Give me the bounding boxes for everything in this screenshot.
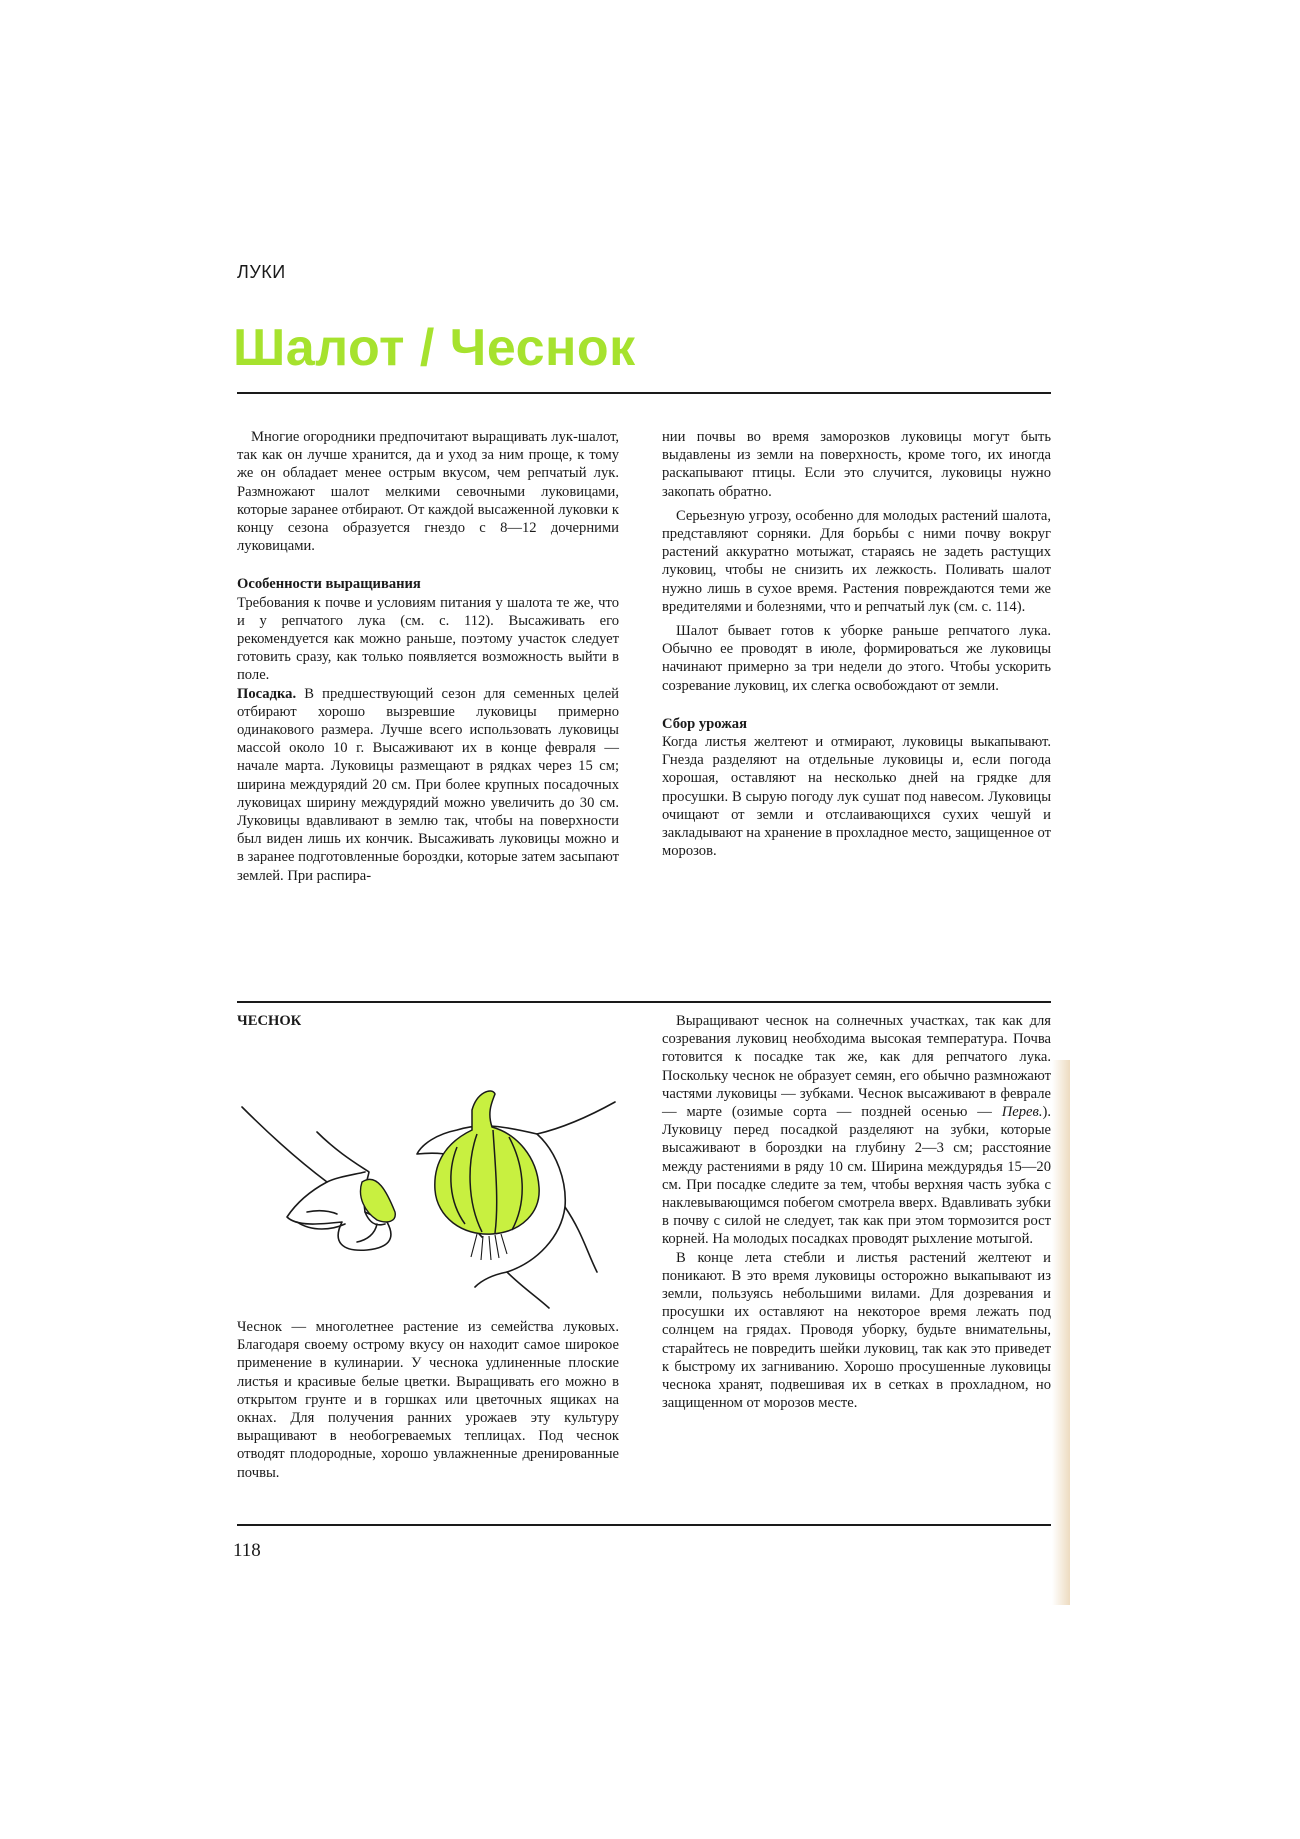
growing-heading: Особенности выращивания bbox=[237, 576, 421, 593]
harvest-paragraph: Когда листья желтеют и отмирают, луковицы выкапывают. Гнезда разделяют на отдельные луковицы и, если погода хорошая, оставляют на несколько дней на грядке для просушки. В сырую погоду лук сушат под навесом. Луковицы очищают от земли и отслаивающихся сухих чешуй и закладывают на хранение в прохладное место, защищенное от морозов. bbox=[662, 734, 1051, 860]
planting-lead: Посадка. bbox=[237, 685, 297, 702]
page-number: 118 bbox=[233, 1540, 261, 1561]
section-label: ЛУКИ bbox=[237, 262, 286, 282]
ripening-paragraph: Шалот бывает готов к уборке раньше репчатого лука. Обычно ее проводят в июле, формироваться же луковицы начинают примерно за три недели до этого. Чтобы ускорить созревание луковиц, их слегка освобождают от земли. bbox=[662, 623, 1051, 694]
garlic-harvest-paragraph: В конце лета стебли и листья растений желтеют и поникают. В это время луковицы осторожно выкапывают из земли, пользуясь небольшими вилами. Для дозревания и просушки их оставляют на некоторое время лежать под солнцем на грядах. Проводя уборку, будьте внимательны, старайтесь не повредить шейки луковиц, так как это приведет к быстрому их загниванию. Хорошо просушенные луковицы чеснока хранят, подвешивая их в сетках в прохладном, но защищенном от морозов месте. bbox=[662, 1249, 1051, 1412]
garlic-intro-column bbox=[237, 1318, 619, 1482]
garlic-illustration bbox=[237, 1072, 619, 1312]
translator-note: Перев. bbox=[1001, 1104, 1043, 1121]
garlic-cultivation-text-b: ). Луковицу перед посадкой разделяют на зубки, которые высаживают в бороздки на глубину 2—3 см; расстояние между растениями в ряду 10 см. Ширина междурядья 15—20 см. При посадке следите за тем, чтобы верхняя часть зубка с наклевывающимся побегом смотрела вверх. Вдавливать зубки в почву с силой не следует, так как при этом тормозится рост корней. На молодых посадках проводят рыхление мотыгой. bbox=[662, 1104, 1051, 1248]
garlic-heading: ЧЕСНОК bbox=[237, 1013, 302, 1029]
middle-rule bbox=[237, 1001, 1051, 1003]
weeds-paragraph: Серьезную угрозу, особенно для молодых растений шалота, представляют сорняки. Для борьбы с ними почву вокруг растений аккуратно мотыжат, стараясь не задеть растущих луковиц, чтобы не снизить их лежкость. Поливать шалот нужно лишь в сухое время. Растения повреждаются теми же вредителями и болезнями, что и репчатый лук (см. с. 114). bbox=[662, 507, 1051, 615]
planting-text: В предшествующий сезон для семенных целей отбирают хорошо вызревшие луковицы примерно одинакового размера. Лучше всего использовать луковицы массой около 10 г. Высаживают их в конце февраля — начале марта. Луковицы размещают в рядках через 15 см; ширина междурядий 20 см. При более крупных посадочных луковицах ширину междурядий можно увеличить до 30 см. Луковицы вдавливают в землю так, чтобы на поверхности был виден лишь их кончик. Высаживать луковицы можно и в заранее подготовленные бороздки, которые затем засыпают землей. При распира- bbox=[237, 685, 619, 884]
garlic-cultivation-paragraph bbox=[662, 1012, 1051, 1249]
garlic-intro: Чеснок — многолетнее растение из семейства луковых. Благодаря своему острому вкусу он находит самое широкое применение в кулинарии. У чеснока удлиненные плоские листья и красивые белые цветки. Выращивать его можно в открытом грунте и в горшках или цветочных ящиках на окнах. Для получения ранних урожаев эту культуру выращивают в необогреваемых теплицах. Под чеснок отводят плодородные, хорошо увлажненные дренированные почвы. bbox=[237, 1319, 619, 1481]
planting-paragraph bbox=[237, 685, 619, 885]
garlic-column-left bbox=[237, 1012, 619, 1030]
garlic-clove bbox=[360, 1179, 395, 1222]
bottom-rule bbox=[237, 1524, 1051, 1526]
top-rule bbox=[237, 392, 1051, 394]
garlic-bulb bbox=[435, 1091, 539, 1234]
garlic-column-right bbox=[662, 1012, 1051, 1412]
garlic-cultivation-text-a: Выращивают чеснок на солнечных участках, так как для созревания луковиц необходима высокая температура. Почва готовится к посадке так же, как для репчатого лука. Поскольку чеснок не образует семян, его обычно размножают частями луковицы — зубками. Чеснок высаживают в феврале — марте (озимые сорта — поздней осенью — bbox=[662, 1013, 1051, 1121]
shallot-intro: Многие огородники предпочитают выращивать лук-шалот, так как он лучше хранится, да и уход за ним проще, к тому же он обладает менее острым вкусом, чем репчатый лук. Размножают шалот мелкими севочными луковицами, которые заранее отбирают. От каждой высаженной луковки к концу сезона образуется гнездо с 8—12 дочерними луковицами. bbox=[237, 429, 619, 555]
page-title: Шалот / Чеснок bbox=[233, 319, 636, 377]
shallot-column-left bbox=[237, 428, 619, 885]
page-edge-shading bbox=[1052, 1060, 1070, 1605]
harvest-heading: Сбор урожая bbox=[662, 715, 748, 732]
shallot-column-right bbox=[662, 428, 1051, 860]
growing-paragraph: Требования к почве и условиям питания у шалота те же, что и у репчатого лука (см. с. 112). Высаживать его рекомендуется как можно раньше, поэтому участок следует готовить сразу, как только появляется возможность выйти в поле. bbox=[237, 594, 619, 684]
frost-paragraph: нии почвы во время заморозков луковицы могут быть выдавлены из земли на поверхность, кроме того, их иногда раскапывают птицы. Если это случится, луковицы нужно закопать обратно. bbox=[662, 429, 1051, 500]
